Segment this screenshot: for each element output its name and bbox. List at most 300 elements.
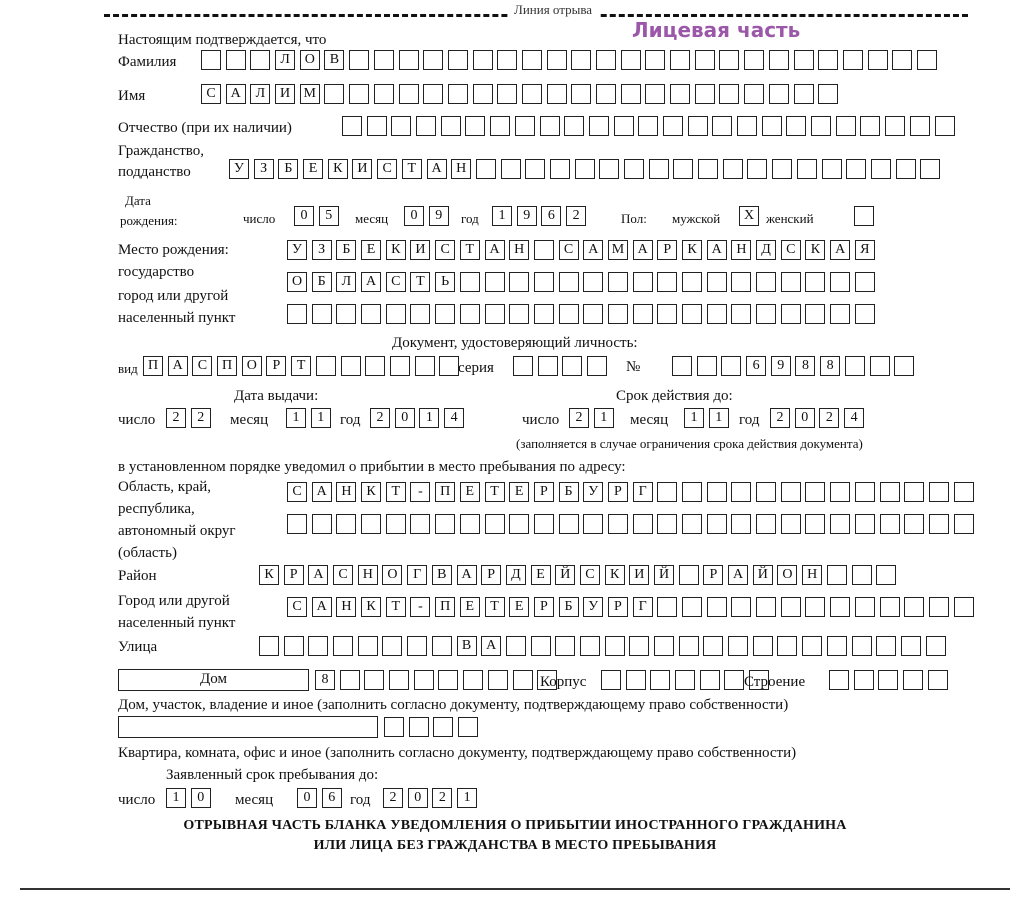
issue-month-cells-cell[interactable]: 1 <box>286 408 306 428</box>
document-type-cells-cell[interactable] <box>341 356 361 376</box>
region-row-1-cell[interactable]: Р <box>608 482 628 502</box>
region-row-2-cell[interactable] <box>559 514 579 534</box>
district-cells-cell[interactable]: К <box>605 565 625 585</box>
document-number-cells-cell[interactable] <box>845 356 865 376</box>
street-cells[interactable] <box>259 636 946 656</box>
stay-year-cells-cell[interactable]: 1 <box>457 788 477 808</box>
region-row-1-cell[interactable]: У <box>583 482 603 502</box>
birth-year-cells-cell[interactable]: 2 <box>566 206 586 226</box>
patronymic-cells-cell[interactable] <box>712 116 732 136</box>
patronymic-cells-cell[interactable] <box>663 116 683 136</box>
name-cells-cell[interactable] <box>522 84 542 104</box>
region-row-2-cell[interactable] <box>361 514 381 534</box>
stay-month-cells[interactable] <box>297 788 342 808</box>
house-cells-cell[interactable] <box>438 670 458 690</box>
birth-place-row-1-cell[interactable]: Т <box>460 240 480 260</box>
patronymic-cells-cell[interactable] <box>589 116 609 136</box>
issue-year-cells-cell[interactable]: 1 <box>419 408 439 428</box>
birth-place-row-2-cell[interactable] <box>731 272 751 292</box>
citizenship-cells-cell[interactable]: К <box>328 159 348 179</box>
city-cells-cell[interactable] <box>904 597 924 617</box>
name-cells-cell[interactable]: И <box>275 84 295 104</box>
valid-year-cells-cell[interactable]: 4 <box>844 408 864 428</box>
birth-place-row-1-cell[interactable]: А <box>583 240 603 260</box>
street-cells-cell[interactable] <box>531 636 551 656</box>
birth-place-row-3-cell[interactable] <box>287 304 307 324</box>
citizenship-cells-cell[interactable] <box>772 159 792 179</box>
city-cells-cell[interactable] <box>830 597 850 617</box>
district-cells-cell[interactable]: К <box>259 565 279 585</box>
birth-place-row-3-cell[interactable] <box>361 304 381 324</box>
surname-cells-cell[interactable] <box>201 50 221 70</box>
surname-cells-cell[interactable] <box>744 50 764 70</box>
birth-month-cells[interactable] <box>404 206 449 226</box>
city-cells-cell[interactable]: У <box>583 597 603 617</box>
birth-place-row-1-cell[interactable]: К <box>682 240 702 260</box>
birth-place-row-3-cell[interactable] <box>707 304 727 324</box>
city-cells-cell[interactable]: - <box>410 597 430 617</box>
citizenship-cells-cell[interactable] <box>747 159 767 179</box>
region-row-2-cell[interactable] <box>830 514 850 534</box>
stay-day-cells-cell[interactable]: 0 <box>191 788 211 808</box>
name-cells-cell[interactable] <box>571 84 591 104</box>
birth-place-row-1-cell[interactable]: Д <box>756 240 776 260</box>
citizenship-cells-cell[interactable] <box>476 159 496 179</box>
name-cells-cell[interactable] <box>349 84 369 104</box>
issue-year-cells[interactable] <box>370 408 464 428</box>
district-cells-cell[interactable]: А <box>457 565 477 585</box>
birth-place-row-1-cell[interactable]: Е <box>361 240 381 260</box>
birth-place-row-3-cell[interactable] <box>657 304 677 324</box>
city-cells-cell[interactable]: К <box>361 597 381 617</box>
street-cells-cell[interactable] <box>703 636 723 656</box>
region-row-2-cell[interactable] <box>731 514 751 534</box>
birth-place-row-2-cell[interactable]: Л <box>336 272 356 292</box>
street-cells-cell[interactable] <box>382 636 402 656</box>
district-cells-cell[interactable]: С <box>580 565 600 585</box>
city-cells-cell[interactable] <box>805 597 825 617</box>
birth-place-row-2-cell[interactable]: Б <box>312 272 332 292</box>
street-cells-cell[interactable] <box>852 636 872 656</box>
patronymic-cells-cell[interactable] <box>515 116 535 136</box>
surname-cells-cell[interactable]: Л <box>275 50 295 70</box>
document-type-cells[interactable] <box>143 356 459 376</box>
region-row-1-cell[interactable]: Е <box>460 482 480 502</box>
document-type-cells-cell[interactable] <box>439 356 459 376</box>
street-cells-cell[interactable] <box>679 636 699 656</box>
female-checkbox[interactable] <box>854 206 874 226</box>
street-cells-cell[interactable] <box>407 636 427 656</box>
document-number-cells-cell[interactable] <box>721 356 741 376</box>
surname-cells-cell[interactable] <box>596 50 616 70</box>
valid-year-cells-cell[interactable]: 2 <box>770 408 790 428</box>
valid-month-cells[interactable] <box>684 408 729 428</box>
birth-place-row-1-cell[interactable]: Н <box>731 240 751 260</box>
birth-place-row-1-cell[interactable]: Р <box>657 240 677 260</box>
city-cells-cell[interactable] <box>731 597 751 617</box>
name-cells-cell[interactable] <box>497 84 517 104</box>
patronymic-cells[interactable] <box>342 116 955 136</box>
patronymic-cells-cell[interactable] <box>367 116 387 136</box>
issue-day-cells-cell[interactable]: 2 <box>191 408 211 428</box>
citizenship-cells-cell[interactable] <box>698 159 718 179</box>
street-cells-cell[interactable] <box>358 636 378 656</box>
surname-cells[interactable] <box>201 50 937 70</box>
korpus-cells-cell[interactable] <box>724 670 744 690</box>
street-cells-cell[interactable] <box>802 636 822 656</box>
surname-cells-cell[interactable] <box>695 50 715 70</box>
birth-place-row-2-cell[interactable] <box>707 272 727 292</box>
name-cells-cell[interactable] <box>596 84 616 104</box>
region-row-2-cell[interactable] <box>954 514 974 534</box>
city-cells-cell[interactable]: Р <box>534 597 554 617</box>
district-cells-cell[interactable]: А <box>308 565 328 585</box>
street-cells-cell[interactable] <box>333 636 353 656</box>
valid-day-cells-cell[interactable]: 1 <box>594 408 614 428</box>
name-cells-cell[interactable] <box>324 84 344 104</box>
birth-place-row-2-cell[interactable] <box>830 272 850 292</box>
document-type-cells-cell[interactable]: Т <box>291 356 311 376</box>
patronymic-cells-cell[interactable] <box>441 116 461 136</box>
region-row-1-cell[interactable]: Н <box>336 482 356 502</box>
street-cells-cell[interactable] <box>926 636 946 656</box>
patronymic-cells-cell[interactable] <box>885 116 905 136</box>
surname-cells-cell[interactable] <box>473 50 493 70</box>
name-cells-cell[interactable]: А <box>226 84 246 104</box>
document-type-cells-cell[interactable] <box>365 356 385 376</box>
city-cells-cell[interactable] <box>954 597 974 617</box>
region-row-2-cell[interactable] <box>657 514 677 534</box>
birth-day-cells-cell[interactable]: 5 <box>319 206 339 226</box>
korpus-cells-cell[interactable] <box>601 670 621 690</box>
region-row-2-cell[interactable] <box>880 514 900 534</box>
house-cells[interactable] <box>315 670 557 690</box>
birth-place-row-1-cell[interactable]: С <box>781 240 801 260</box>
birth-place-row-2-cell[interactable] <box>460 272 480 292</box>
name-cells-cell[interactable] <box>399 84 419 104</box>
citizenship-cells-cell[interactable] <box>550 159 570 179</box>
name-cells-cell[interactable] <box>448 84 468 104</box>
valid-year-cells-cell[interactable]: 2 <box>819 408 839 428</box>
birth-place-row-1-cell[interactable]: И <box>410 240 430 260</box>
district-cells-cell[interactable] <box>876 565 896 585</box>
patronymic-cells-cell[interactable] <box>490 116 510 136</box>
name-cells-cell[interactable] <box>621 84 641 104</box>
city-cells-cell[interactable]: А <box>312 597 332 617</box>
region-row-2-cell[interactable] <box>929 514 949 534</box>
birth-place-row-1[interactable] <box>287 240 875 260</box>
city-cells-cell[interactable] <box>880 597 900 617</box>
name-cells-cell[interactable]: С <box>201 84 221 104</box>
citizenship-cells-cell[interactable] <box>846 159 866 179</box>
citizenship-cells-cell[interactable] <box>896 159 916 179</box>
region-row-2-cell[interactable] <box>756 514 776 534</box>
district-cells-cell[interactable]: Р <box>284 565 304 585</box>
valid-day-cells[interactable] <box>569 408 614 428</box>
document-number-cells-cell[interactable]: 8 <box>820 356 840 376</box>
region-row-1-cell[interactable] <box>830 482 850 502</box>
patronymic-cells-cell[interactable] <box>416 116 436 136</box>
city-cells-cell[interactable]: Г <box>633 597 653 617</box>
street-cells-cell[interactable] <box>308 636 328 656</box>
building-cells-cell[interactable] <box>829 670 849 690</box>
house-cells-cell[interactable] <box>340 670 360 690</box>
district-cells-cell[interactable]: Н <box>802 565 822 585</box>
birth-place-row-1-cell[interactable]: У <box>287 240 307 260</box>
birth-place-row-1-cell[interactable]: К <box>805 240 825 260</box>
citizenship-cells-cell[interactable] <box>624 159 644 179</box>
street-cells-cell[interactable] <box>580 636 600 656</box>
document-type-cells-cell[interactable]: А <box>168 356 188 376</box>
street-cells-cell[interactable] <box>284 636 304 656</box>
birth-place-row-1-cell[interactable]: М <box>608 240 628 260</box>
valid-month-cells-cell[interactable]: 1 <box>684 408 704 428</box>
surname-cells-cell[interactable] <box>843 50 863 70</box>
birth-place-row-1-cell[interactable]: А <box>633 240 653 260</box>
valid-day-cells-cell[interactable]: 2 <box>569 408 589 428</box>
apartment-cells-cell[interactable] <box>409 717 429 737</box>
birth-place-row-2-cell[interactable] <box>805 272 825 292</box>
surname-cells-cell[interactable] <box>226 50 246 70</box>
building-cells[interactable] <box>829 670 948 690</box>
birth-year-cells-cell[interactable]: 9 <box>517 206 537 226</box>
name-cells-cell[interactable] <box>423 84 443 104</box>
patronymic-cells-cell[interactable] <box>762 116 782 136</box>
document-series-cells-cell[interactable] <box>513 356 533 376</box>
birth-place-row-3-cell[interactable] <box>731 304 751 324</box>
surname-cells-cell[interactable] <box>349 50 369 70</box>
region-row-1-cell[interactable] <box>880 482 900 502</box>
birth-place-row-2-cell[interactable] <box>657 272 677 292</box>
region-row-2-cell[interactable] <box>287 514 307 534</box>
street-cells-cell[interactable] <box>654 636 674 656</box>
stay-year-cells-cell[interactable]: 0 <box>408 788 428 808</box>
city-cells-cell[interactable] <box>781 597 801 617</box>
street-cells-cell[interactable] <box>629 636 649 656</box>
birth-place-row-3-cell[interactable] <box>805 304 825 324</box>
name-cells[interactable] <box>201 84 838 104</box>
street-cells-cell[interactable] <box>901 636 921 656</box>
stay-year-cells-cell[interactable]: 2 <box>432 788 452 808</box>
birth-place-row-3-cell[interactable] <box>633 304 653 324</box>
region-row-1-cell[interactable] <box>929 482 949 502</box>
region-row-2-cell[interactable] <box>485 514 505 534</box>
region-row-1-cell[interactable] <box>756 482 776 502</box>
name-cells-cell[interactable] <box>769 84 789 104</box>
region-row-1-cell[interactable] <box>731 482 751 502</box>
region-row-1-cell[interactable]: К <box>361 482 381 502</box>
birth-place-row-3-cell[interactable] <box>855 304 875 324</box>
birth-place-row-2[interactable] <box>287 272 875 292</box>
birth-place-row-3-cell[interactable] <box>509 304 529 324</box>
region-row-2-cell[interactable] <box>707 514 727 534</box>
city-cells-cell[interactable]: Т <box>386 597 406 617</box>
name-cells-cell[interactable] <box>374 84 394 104</box>
region-row-1-cell[interactable]: С <box>287 482 307 502</box>
document-series-cells-cell[interactable] <box>538 356 558 376</box>
region-row-2-cell[interactable] <box>386 514 406 534</box>
birth-place-row-3-cell[interactable] <box>682 304 702 324</box>
patronymic-cells-cell[interactable] <box>910 116 930 136</box>
stay-month-cells-cell[interactable]: 6 <box>322 788 342 808</box>
document-type-cells-cell[interactable]: Р <box>266 356 286 376</box>
birth-place-row-1-cell[interactable]: Б <box>336 240 356 260</box>
street-cells-cell[interactable] <box>728 636 748 656</box>
city-cells-cell[interactable] <box>707 597 727 617</box>
document-number-cells-cell[interactable] <box>672 356 692 376</box>
street-cells-cell[interactable]: А <box>481 636 501 656</box>
city-cells-cell[interactable]: Р <box>608 597 628 617</box>
patronymic-cells-cell[interactable] <box>342 116 362 136</box>
citizenship-cells-cell[interactable] <box>525 159 545 179</box>
citizenship-cells-cell[interactable]: Е <box>303 159 323 179</box>
region-row-1-cell[interactable]: Т <box>386 482 406 502</box>
surname-cells-cell[interactable]: О <box>300 50 320 70</box>
birth-place-row-2-cell[interactable] <box>534 272 554 292</box>
birth-place-row-2-cell[interactable] <box>559 272 579 292</box>
document-type-cells-cell[interactable] <box>390 356 410 376</box>
region-row-2-cell[interactable] <box>805 514 825 534</box>
birth-place-row-1-cell[interactable]: Я <box>855 240 875 260</box>
document-number-cells-cell[interactable] <box>697 356 717 376</box>
birth-place-row-3-cell[interactable] <box>830 304 850 324</box>
name-cells-cell[interactable] <box>695 84 715 104</box>
patronymic-cells-cell[interactable] <box>811 116 831 136</box>
city-cells-cell[interactable]: Б <box>559 597 579 617</box>
district-cells-cell[interactable]: В <box>432 565 452 585</box>
name-cells-cell[interactable]: М <box>300 84 320 104</box>
region-row-1-cell[interactable]: Б <box>559 482 579 502</box>
surname-cells-cell[interactable] <box>892 50 912 70</box>
building-cells-cell[interactable] <box>878 670 898 690</box>
region-row-1-cell[interactable] <box>707 482 727 502</box>
citizenship-cells-cell[interactable] <box>575 159 595 179</box>
name-cells-cell[interactable] <box>645 84 665 104</box>
birth-place-row-2-cell[interactable] <box>509 272 529 292</box>
birth-place-row-2-cell[interactable] <box>682 272 702 292</box>
surname-cells-cell[interactable] <box>645 50 665 70</box>
street-cells-cell[interactable] <box>827 636 847 656</box>
citizenship-cells-cell[interactable] <box>797 159 817 179</box>
birth-place-row-1-cell[interactable]: З <box>312 240 332 260</box>
surname-cells-cell[interactable] <box>868 50 888 70</box>
citizenship-cells-cell[interactable] <box>822 159 842 179</box>
birth-year-cells-cell[interactable]: 6 <box>541 206 561 226</box>
birth-month-cells-cell[interactable]: 0 <box>404 206 424 226</box>
valid-year-cells-cell[interactable]: 0 <box>795 408 815 428</box>
birth-place-row-2-cell[interactable] <box>756 272 776 292</box>
surname-cells-cell[interactable] <box>769 50 789 70</box>
birth-place-row-1-cell[interactable]: А <box>707 240 727 260</box>
city-cells-cell[interactable]: П <box>435 597 455 617</box>
stay-day-cells[interactable] <box>166 788 211 808</box>
valid-month-cells-cell[interactable]: 1 <box>709 408 729 428</box>
street-cells-cell[interactable] <box>753 636 773 656</box>
street-cells-cell[interactable] <box>432 636 452 656</box>
region-row-2-cell[interactable] <box>509 514 529 534</box>
korpus-cells-cell[interactable] <box>700 670 720 690</box>
stay-day-cells-cell[interactable]: 1 <box>166 788 186 808</box>
birth-place-row-3-cell[interactable] <box>534 304 554 324</box>
birth-place-row-3-cell[interactable] <box>485 304 505 324</box>
surname-cells-cell[interactable] <box>719 50 739 70</box>
district-cells-cell[interactable] <box>827 565 847 585</box>
citizenship-cells-cell[interactable] <box>501 159 521 179</box>
surname-cells-cell[interactable] <box>547 50 567 70</box>
district-cells-cell[interactable]: Й <box>654 565 674 585</box>
birth-place-row-1-cell[interactable]: А <box>485 240 505 260</box>
region-row-1-cell[interactable] <box>954 482 974 502</box>
district-cells-cell[interactable]: Н <box>358 565 378 585</box>
birth-day-cells-cell[interactable]: 0 <box>294 206 314 226</box>
document-series-cells-cell[interactable] <box>562 356 582 376</box>
stay-year-cells-cell[interactable]: 2 <box>383 788 403 808</box>
birth-place-row-3-cell[interactable] <box>781 304 801 324</box>
house-cells-cell[interactable] <box>463 670 483 690</box>
street-cells-cell[interactable] <box>605 636 625 656</box>
male-checkbox[interactable]: Х <box>739 206 759 226</box>
patronymic-cells-cell[interactable] <box>564 116 584 136</box>
citizenship-cells-cell[interactable]: Б <box>278 159 298 179</box>
name-cells-cell[interactable] <box>547 84 567 104</box>
region-row-2-cell[interactable] <box>608 514 628 534</box>
city-cells[interactable] <box>287 597 974 617</box>
patronymic-cells-cell[interactable] <box>860 116 880 136</box>
district-cells-cell[interactable]: А <box>728 565 748 585</box>
surname-cells-cell[interactable] <box>818 50 838 70</box>
building-cells-cell[interactable] <box>928 670 948 690</box>
region-row-1-cell[interactable] <box>805 482 825 502</box>
district-cells-cell[interactable]: Г <box>407 565 427 585</box>
birth-place-row-2-cell[interactable]: С <box>386 272 406 292</box>
citizenship-cells-cell[interactable] <box>723 159 743 179</box>
citizenship-cells-cell[interactable] <box>649 159 669 179</box>
city-cells-cell[interactable] <box>657 597 677 617</box>
region-row-2-cell[interactable] <box>583 514 603 534</box>
name-cells-cell[interactable] <box>473 84 493 104</box>
region-row-2-cell[interactable] <box>534 514 554 534</box>
citizenship-cells-cell[interactable] <box>920 159 940 179</box>
region-row-1-cell[interactable]: А <box>312 482 332 502</box>
district-cells-cell[interactable]: О <box>777 565 797 585</box>
street-cells-cell[interactable] <box>876 636 896 656</box>
birth-place-row-1-cell[interactable]: Н <box>509 240 529 260</box>
surname-cells-cell[interactable] <box>374 50 394 70</box>
region-row-2[interactable] <box>287 514 974 534</box>
stay-year-cells[interactable] <box>383 788 477 808</box>
city-cells-cell[interactable]: С <box>287 597 307 617</box>
birth-place-row-1-cell[interactable]: С <box>559 240 579 260</box>
citizenship-cells-cell[interactable] <box>871 159 891 179</box>
document-type-cells-cell[interactable]: О <box>242 356 262 376</box>
citizenship-cells-cell[interactable] <box>599 159 619 179</box>
house-cells-cell[interactable] <box>364 670 384 690</box>
district-cells-cell[interactable]: Е <box>531 565 551 585</box>
region-row-1-cell[interactable] <box>855 482 875 502</box>
region-row-1-cell[interactable] <box>904 482 924 502</box>
birth-place-row-3-cell[interactable] <box>608 304 628 324</box>
document-number-cells[interactable] <box>672 356 914 376</box>
surname-cells-cell[interactable] <box>621 50 641 70</box>
region-row-1-cell[interactable] <box>682 482 702 502</box>
birth-place-row-1-cell[interactable]: А <box>830 240 850 260</box>
name-cells-cell[interactable] <box>744 84 764 104</box>
issue-year-cells-cell[interactable]: 2 <box>370 408 390 428</box>
district-cells-cell[interactable]: Й <box>753 565 773 585</box>
city-cells-cell[interactable] <box>756 597 776 617</box>
name-cells-cell[interactable]: Л <box>250 84 270 104</box>
name-cells-cell[interactable] <box>794 84 814 104</box>
